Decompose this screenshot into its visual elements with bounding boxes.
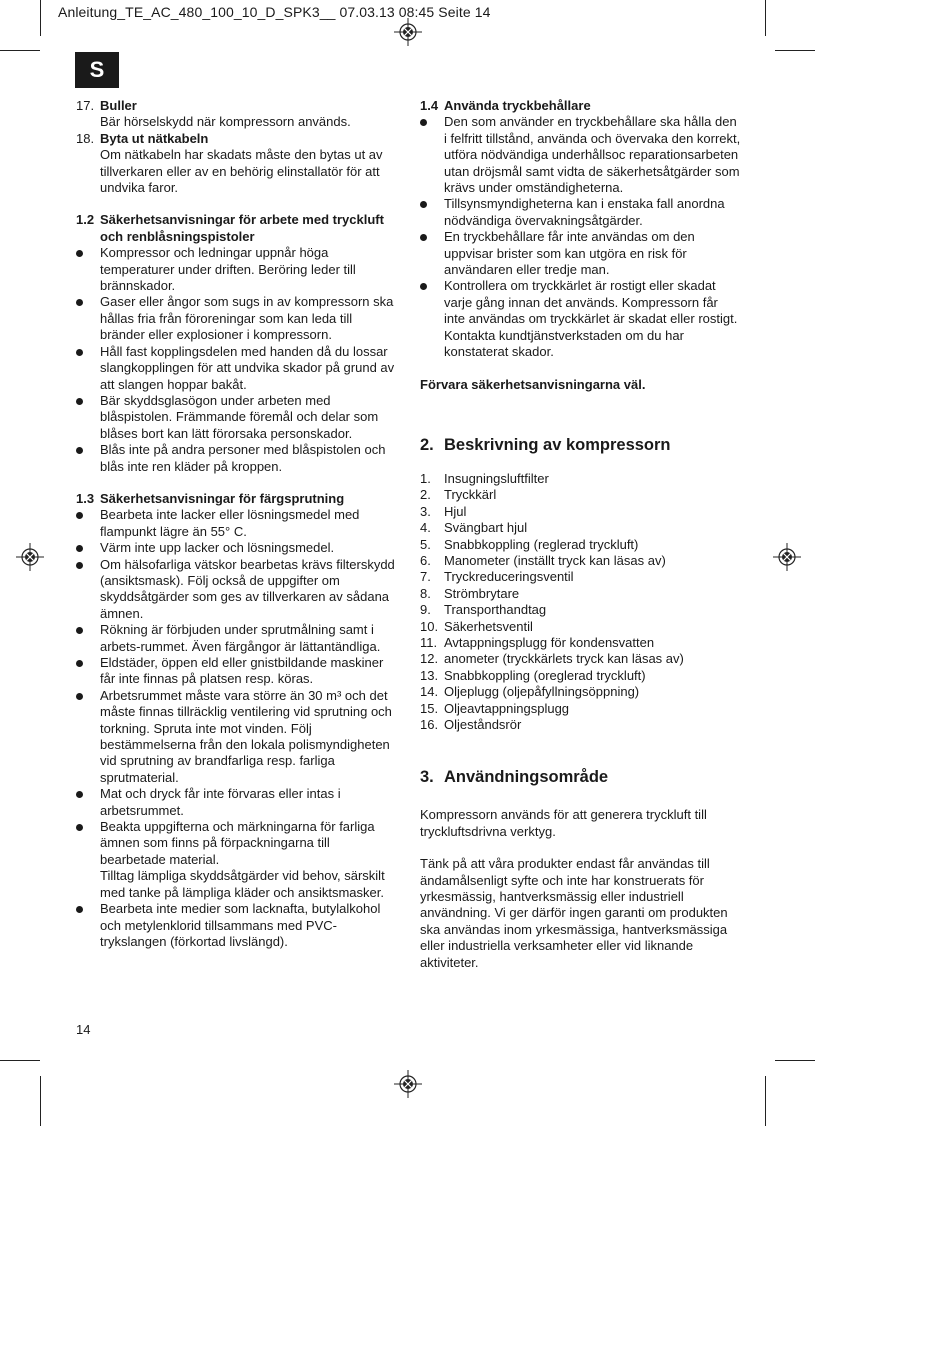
list-item: 12. anometer (tryckkärlets tryck kan läsas av) — [420, 651, 684, 667]
section-number: 3. — [420, 768, 434, 787]
item-number: 17. — [76, 98, 95, 113]
list-item: Tillsynsmyndigheterna kan i enstaka fall anordna nödvändiga övervakningsåtgärder. — [420, 196, 742, 229]
paragraph: Kompressorn används för att generera tryckluft till tryckluftsdrivna verktyg. — [420, 807, 707, 839]
item-18 — [76, 131, 396, 197]
list-item: Arbetsrummet måste vara större än 30 m³ och det måste finnas tillräcklig ventilering vid sprutning och torkning. Spruta inte mot vinden. Följ bestämmelserna från den lokala polismyndigheten vid sprutning av brandfarliga resp. farliga sprutmaterial. — [76, 688, 396, 786]
language-tab: S — [75, 52, 119, 88]
list-item: 8. Strömbrytare — [420, 585, 520, 601]
list-item: 9. Transporthandtag — [420, 602, 547, 618]
section-title: Säkerhetsanvisningar för arbete med tryckluft och renblåsningspistoler — [100, 212, 384, 244]
list-item: 2. Tryckkärl — [420, 487, 497, 503]
list-item: 14. Oljeplugg (oljepåfyllningsöppning) — [420, 684, 640, 700]
list-item: Gaser eller ångor som sugs in av kompressorn ska hållas fria från föroreningar som kan leda till bränder eller explosioner i kompressorn. — [76, 294, 396, 343]
section-title: Använda tryckbehållare — [444, 98, 591, 113]
list-item: 15. Oljeavtappningsplugg — [420, 700, 570, 716]
registration-mark-icon — [16, 543, 44, 571]
section-2-heading — [420, 435, 742, 455]
list-item: 3. Hjul — [420, 503, 467, 519]
list-item: Om hälsofarliga vätskor bearbetas krävs filterskydd (ansiktsmask). Följ också de uppgifter om skyddsåtgärder som ges av tillverkaren av sådana ämnen. — [76, 557, 396, 623]
list-item: 13. Snabbkoppling (oreglerad tryckluft) — [420, 667, 646, 683]
list-item: Den som använder en tryckbehållare ska hålla den i felfritt tillstånd, använda och övervaka den korrekt, utföra nödvändiga underhållsoc reparationsarbeten utan dröjsmål samt vidta de säkerhetsåtgärder som krävs under omständigheterna. — [420, 114, 742, 196]
item-number: 18. — [76, 130, 95, 146]
item-17 — [76, 98, 396, 131]
list-item: Värm inte upp lacker och lösningsmedel. — [76, 540, 396, 556]
section-number: 1.3 — [76, 490, 95, 506]
section-1-4-heading — [420, 98, 742, 114]
registration-mark-icon — [773, 543, 801, 571]
section-1-2-heading — [76, 212, 396, 245]
page-number: 14 — [76, 1022, 91, 1037]
item-text: Om nätkabeln har skadats måste den bytas ut av tillverkaren eller av en behörig elinstallatör för att undvika faror. — [100, 147, 383, 196]
list-item: Eldstäder, öppen eld eller gnistbildande maskiner får inte finnas på platsen resp. köras. — [76, 655, 396, 688]
section-title: Säkerhetsanvisningar för färgsprutning — [100, 490, 345, 506]
print-header: Anleitung_TE_AC_480_100_10_D_SPK3__ 07.03.13 08:45 Seite 14 — [58, 4, 491, 20]
list-item: Kontrollera om tryckkärlet är rostigt eller skadat varje gång innan det används. Kompressorn får inte användas om tryckkärlet är skadat eller rostigt. Kontakta kundtjänstverkstaden om du har konstaterat skador. — [420, 278, 742, 360]
section-title: Användningsområde — [444, 768, 609, 787]
section-3-heading — [420, 767, 742, 787]
list-item: Mat och dryck får inte förvaras eller intas i arbetsrummet. — [76, 786, 396, 819]
list-item: Blås inte på andra personer med blåspistolen och blås inte ren kläder på kroppen. — [76, 442, 396, 475]
list-item: 1. Insugningsluftfilter — [420, 470, 549, 486]
item-text: Bär hörselskydd när kompressorn används. — [100, 114, 351, 130]
item-title: Byta ut nätkabeln — [100, 130, 209, 146]
list-item: 11. Avtappningsplugg för kondensvatten — [420, 634, 655, 650]
item-title: Buller — [100, 98, 137, 113]
section-number: 1.2 — [76, 212, 95, 228]
keep-instructions-note: Förvara säkerhetsanvisningarna väl. — [420, 376, 646, 392]
list-item: 16. Oljeståndsrör — [420, 717, 522, 732]
list-item: Bär skyddsglasögon under arbeten med blåspistolen. Främmande föremål och delar som blåses bort kan lätt förorsaka personskador. — [76, 393, 396, 442]
list-item: Bearbeta inte medier som lacknafta, butylalkohol och metylenklorid tillsammans med PVC-trykslangen (förkortad livslängd). — [76, 901, 396, 950]
section-number: 1.4 — [420, 98, 439, 113]
section-title: Beskrivning av kompressorn — [444, 435, 671, 454]
list-item: En tryckbehållare får inte användas om den uppvisar brister som kan utgöra en risk för användaren eller tredje man. — [420, 229, 742, 278]
list-item: Kompressor och ledningar uppnår höga temperaturer under driften. Beröring leder till brännskador. — [76, 245, 396, 294]
list-item: 6. Manometer (inställt tryck kan läsas av) — [420, 552, 666, 568]
list-item: Bearbeta inte lacker eller lösningsmedel med flampunkt lägre än 55° C. — [76, 507, 396, 540]
registration-mark-icon — [394, 18, 422, 46]
list-item: 5. Snabbkoppling (reglerad tryckluft) — [420, 536, 639, 552]
list-item: Rökning är förbjuden under sprutmålning samt i arbets-rummet. Även färgångor är lättantändliga. — [76, 622, 396, 655]
list-item: 10. Säkerhetsventil — [420, 618, 533, 634]
registration-mark-icon — [394, 1070, 422, 1098]
list-item: 7. Tryckreduceringsventil — [420, 569, 574, 585]
left-column — [76, 98, 396, 950]
right-column — [420, 98, 742, 971]
parts-list — [420, 471, 742, 734]
list-item: Beakta uppgifterna och märkningarna för farliga ämnen som finns på förpackningarna till bearbetade material. Tilltag lämpliga skyddsåtgärder vid behov, särskilt med tanke på lämpliga kläder och ansiktsmasker. — [76, 819, 396, 901]
list-item: 4. Svängbart hjul — [420, 520, 528, 536]
list-item: Håll fast kopplingsdelen med handen då du lossar slangkopplingen för att undvika skador på grund av att slangen hoppar bakåt. — [76, 344, 396, 393]
paragraph: Tänk på att våra produkter endast får användas till ändamålsenligt syfte och inte har konstruerats för yrkesmässig, hantverksmässig eller industriell användning. Vi ger därför ingen garanti om produkten ska användas inom yrkesmässiga, hantverksmässiga eller industriella verksamheter eller vid liknande aktiviteter. — [420, 856, 728, 970]
section-1-3-heading — [76, 491, 396, 507]
section-number: 2. — [420, 435, 434, 454]
